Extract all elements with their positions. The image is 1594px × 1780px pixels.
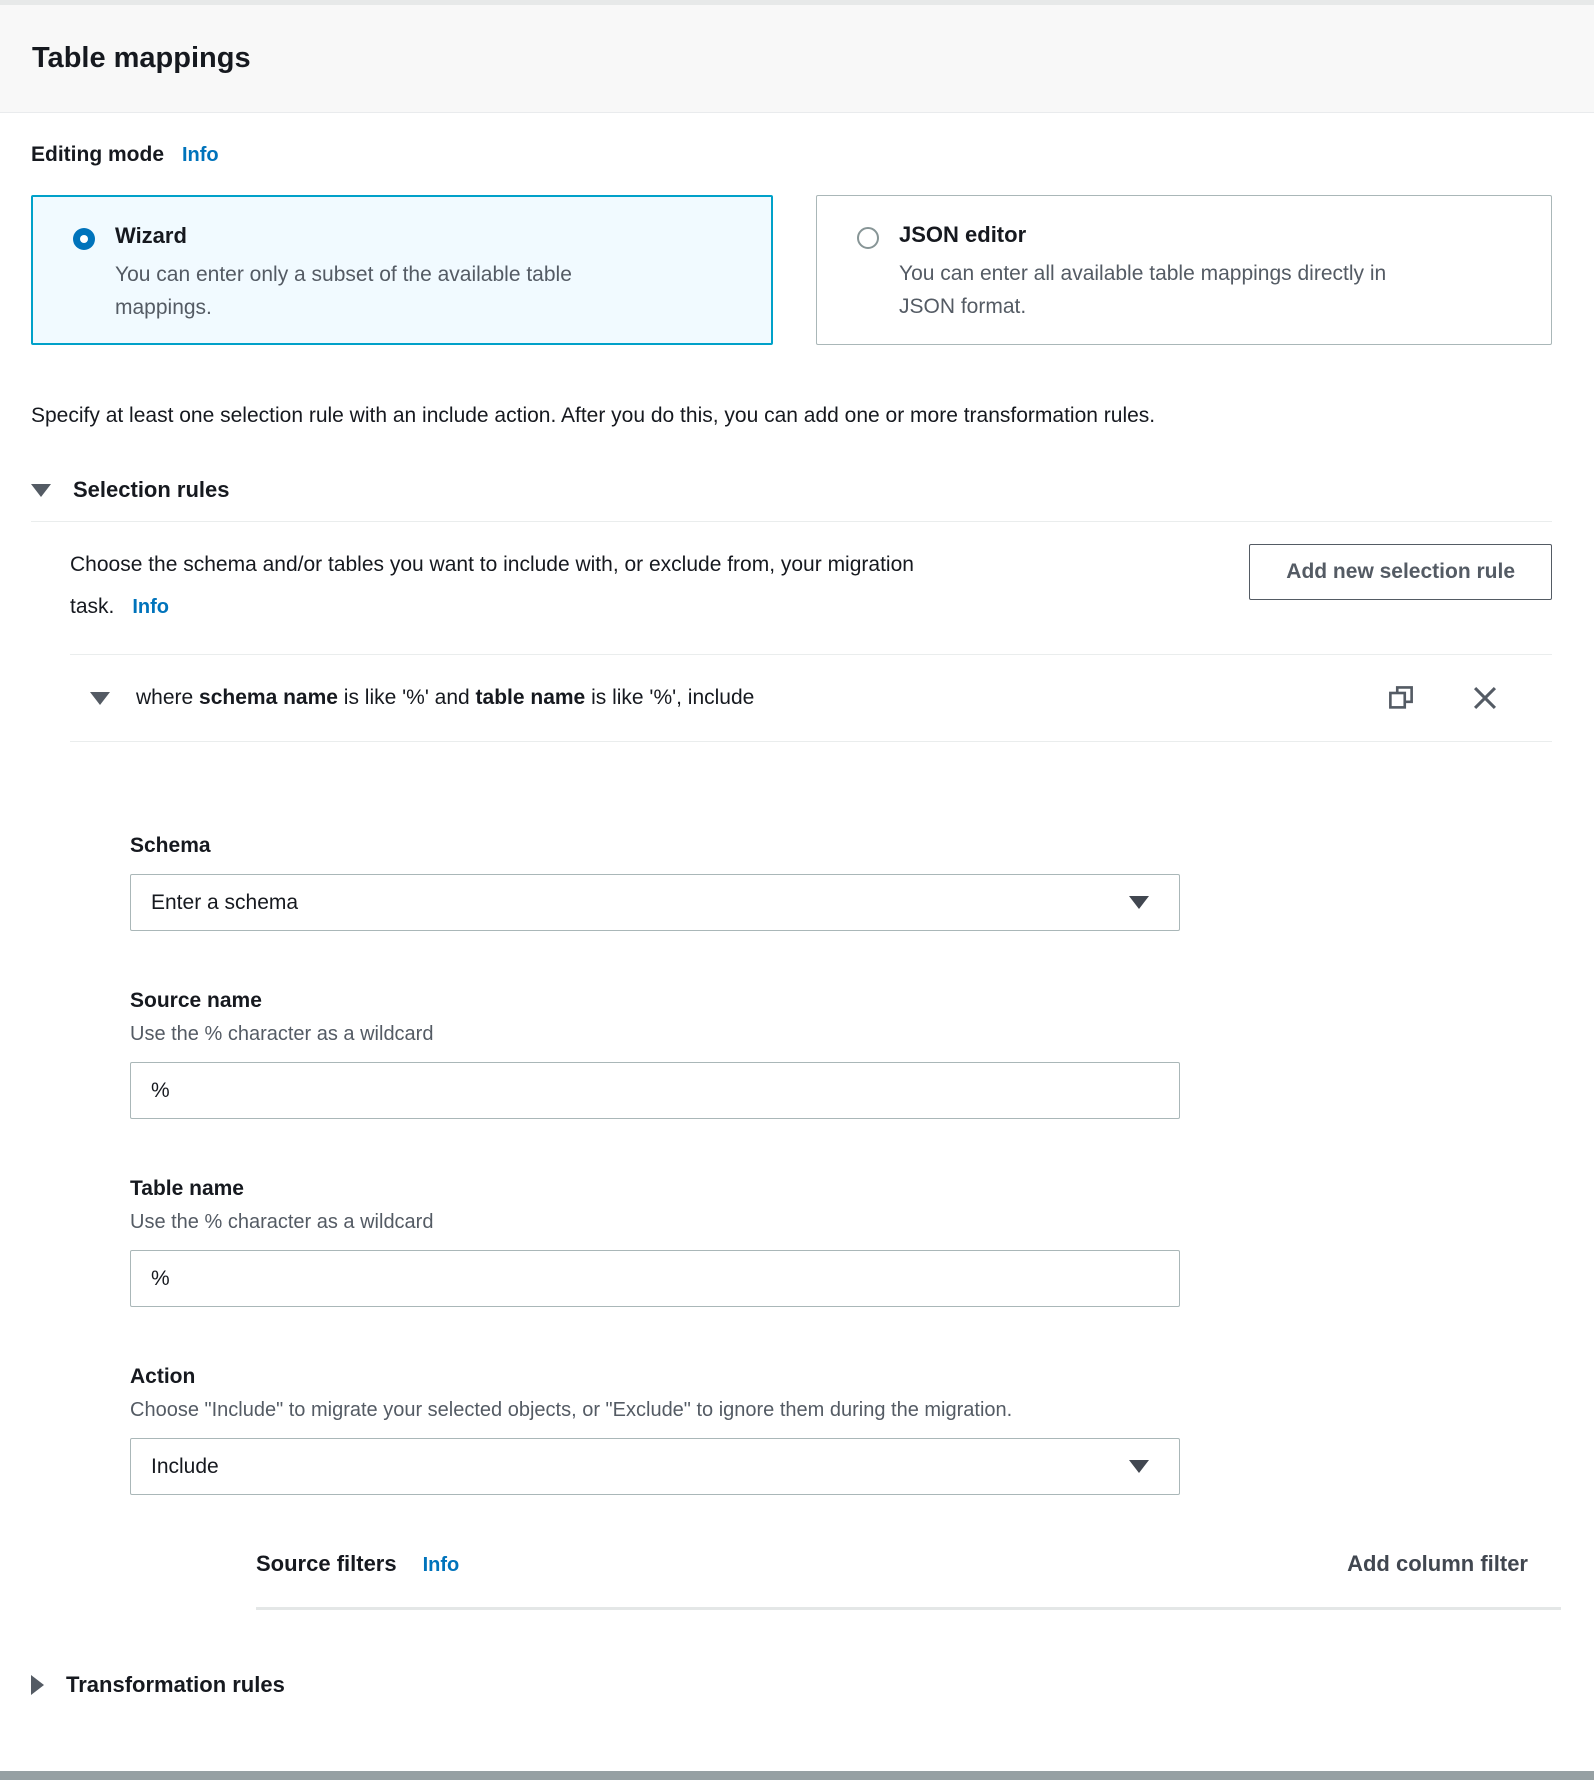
panel-body (0, 143, 1594, 1698)
selection-rules-description: Choose the schema and/or tables you want to include with, or exclude from, your migration task. Info (70, 553, 914, 618)
action-select[interactable] (130, 1438, 1180, 1495)
source-name-input[interactable] (130, 1062, 1180, 1119)
selection-rules-info-link[interactable]: Info (132, 596, 170, 618)
source-filters-section (256, 1551, 1552, 1610)
schema-select-value: Enter a schema (151, 890, 299, 914)
tile-wizard-label: Wizard (115, 223, 187, 248)
table-name-label: Table name (130, 1177, 244, 1200)
tile-json-editor-text (899, 222, 1447, 323)
caret-down-icon (90, 692, 110, 705)
caret-right-icon (31, 1675, 44, 1695)
transformation-rules-title: Transformation rules (66, 1672, 285, 1697)
add-selection-rule-button[interactable]: Add new selection rule (1249, 544, 1552, 600)
copy-rule-button[interactable] (1386, 683, 1416, 713)
source-filters-label: Source filters (256, 1551, 397, 1576)
transformation-rules-header[interactable] (31, 1672, 1552, 1698)
tile-json-editor-label: JSON editor (899, 222, 1027, 247)
action-label: Action (130, 1365, 196, 1388)
action-hint: Choose "Include" to migrate your selected objects, or "Exclude" to ignore them during the migration. (130, 1399, 1013, 1421)
selection-rule-form (130, 834, 1180, 1495)
editing-mode-info-link[interactable]: Info (182, 144, 219, 166)
radio-wizard-selected[interactable] (73, 228, 95, 250)
divider (256, 1607, 1561, 1610)
divider (70, 741, 1552, 742)
add-column-filter-button[interactable]: Add column filter (1347, 1551, 1528, 1576)
action-select-value: Include (151, 1454, 219, 1478)
tile-wizard-text (115, 223, 620, 324)
bottom-bar (0, 1771, 1594, 1780)
editing-mode-tiles (31, 195, 1552, 345)
source-filters-info-link[interactable]: Info (422, 1554, 460, 1576)
editing-mode-label: Editing mode (31, 143, 164, 166)
selection-rules-header[interactable] (31, 477, 1552, 503)
schema-select[interactable] (130, 874, 1180, 931)
tile-wizard[interactable] (31, 195, 773, 345)
remove-rule-button[interactable] (1468, 681, 1502, 715)
panel-header (0, 5, 1594, 113)
source-name-hint: Use the % character as a wildcard (130, 1023, 434, 1045)
rule-summary-text: where schema name is like '%' and table name is like '%', include (136, 686, 755, 709)
intro-paragraph: Specify at least one selection rule with an include action. After you do this, you can add one or more transformation rules. (31, 404, 1156, 427)
close-icon (1468, 681, 1502, 715)
table-name-hint: Use the % character as a wildcard (130, 1211, 434, 1233)
source-filters-row (256, 1551, 1552, 1577)
chevron-down-icon (1129, 896, 1149, 909)
table-name-input[interactable] (130, 1250, 1180, 1307)
selection-rules-title: Selection rules (73, 477, 230, 502)
chevron-down-icon (1129, 1460, 1149, 1473)
editing-mode-row (31, 143, 1552, 167)
tile-json-editor-description: You can enter all available table mappings directly in JSON format. (899, 262, 1387, 318)
tile-wizard-description: You can enter only a subset of the available table mappings. (115, 263, 572, 319)
rule-summary-row[interactable] (90, 655, 1552, 741)
source-name-label: Source name (130, 989, 262, 1012)
tile-json-editor[interactable] (816, 195, 1552, 345)
divider (31, 521, 1552, 522)
copy-icon (1386, 683, 1416, 713)
rule-actions (1386, 681, 1552, 715)
radio-json-editor-unselected[interactable] (857, 227, 879, 249)
schema-label: Schema (130, 834, 211, 857)
caret-down-icon (31, 484, 51, 497)
page-title: Table mappings (32, 42, 251, 74)
selection-rules-toolbar (70, 544, 1552, 628)
